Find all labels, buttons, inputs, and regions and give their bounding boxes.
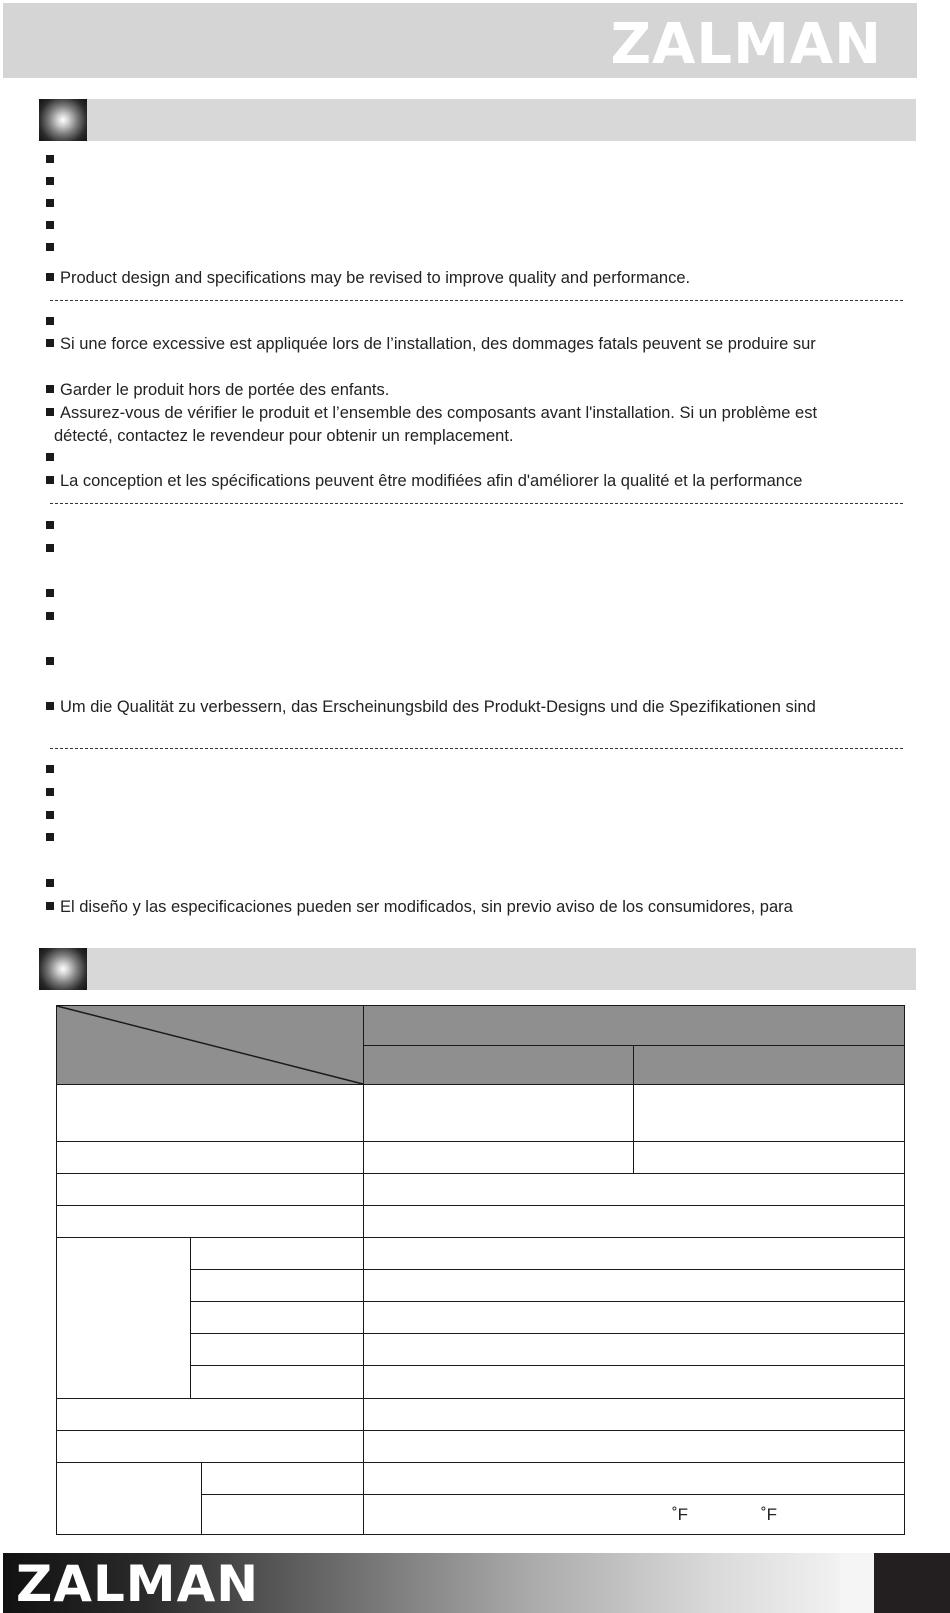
bullet-icon bbox=[46, 811, 54, 819]
table-cell bbox=[363, 1141, 634, 1174]
list-item bbox=[46, 874, 916, 894]
table-sub-label bbox=[190, 1301, 364, 1334]
footer-page-block bbox=[874, 1553, 950, 1613]
table-cell bbox=[363, 1462, 905, 1495]
table-cell bbox=[363, 1084, 634, 1142]
table-cell bbox=[363, 1430, 905, 1463]
bullet-icon bbox=[46, 177, 54, 185]
divider bbox=[50, 748, 903, 749]
table-cell bbox=[363, 1494, 905, 1535]
bullet-icon bbox=[46, 521, 54, 529]
spec-table bbox=[56, 1005, 905, 1535]
table-cell bbox=[363, 1301, 905, 1334]
header-bar bbox=[3, 3, 917, 78]
list-item: Garder le produit hors de portée des enfants. bbox=[46, 380, 916, 400]
table-sub-label bbox=[190, 1365, 364, 1399]
bullet-icon bbox=[46, 702, 54, 710]
section-sphere-icon bbox=[39, 948, 87, 990]
table-cell bbox=[363, 1237, 905, 1270]
bullet-icon bbox=[46, 544, 54, 552]
bullet-icon bbox=[46, 453, 54, 461]
corner-diagonal bbox=[56, 1005, 364, 1085]
footer-logo: ZALMAN bbox=[16, 1555, 260, 1613]
list-item bbox=[46, 783, 916, 803]
list-item: Assurez-vous de vérifier le produit et l’ensemble des composants avant l'installation. Si un problème est bbox=[46, 403, 916, 423]
bullet-icon bbox=[46, 902, 54, 910]
list-item bbox=[46, 238, 916, 258]
table-cell bbox=[363, 1398, 905, 1431]
table-group-label bbox=[56, 1237, 191, 1399]
model-header bbox=[363, 1005, 905, 1046]
table-cell bbox=[363, 1173, 905, 1206]
bullet-icon bbox=[46, 765, 54, 773]
bullet-icon bbox=[46, 317, 54, 325]
list-item-continuation: détecté, contactez le revendeur pour obtenir un remplacement. bbox=[54, 427, 514, 445]
bullet-icon bbox=[46, 612, 54, 620]
table-row-label bbox=[56, 1084, 364, 1142]
list-item: La conception et les spécifications peuvent être modifiées afin d'améliorer la qualité et la performance bbox=[46, 471, 916, 491]
list-item bbox=[46, 760, 916, 780]
bullet-icon bbox=[46, 657, 54, 665]
divider bbox=[50, 300, 903, 301]
divider bbox=[50, 503, 903, 504]
bullet-icon bbox=[46, 221, 54, 229]
table-cell bbox=[363, 1365, 905, 1399]
header-logo: ZALMAN bbox=[610, 12, 882, 77]
table-sub-label bbox=[201, 1462, 364, 1495]
list-item bbox=[46, 312, 916, 332]
bullet-icon bbox=[46, 879, 54, 887]
precautions-section-bar bbox=[39, 99, 916, 141]
table-cell bbox=[363, 1269, 905, 1302]
list-item: Product design and specifications may be revised to improve quality and performance. bbox=[46, 268, 916, 288]
table-row-label bbox=[56, 1430, 364, 1463]
list-item bbox=[46, 607, 916, 627]
model-column-1 bbox=[363, 1045, 634, 1085]
table-sub-label bbox=[190, 1237, 364, 1270]
list-item: El diseño y las especificaciones pueden ser modificados, sin previo aviso de los consumidores, para bbox=[46, 897, 916, 917]
list-item bbox=[46, 539, 916, 559]
bullet-icon bbox=[46, 155, 54, 163]
fahrenheit-unit: ˚F bbox=[672, 1505, 689, 1524]
bullet-icon bbox=[46, 788, 54, 796]
table-cell bbox=[363, 1205, 905, 1238]
table-cell bbox=[363, 1333, 905, 1366]
table-cell bbox=[633, 1141, 905, 1174]
table-row-label bbox=[56, 1398, 364, 1431]
table-sub-label bbox=[190, 1269, 364, 1302]
bullet-icon bbox=[46, 243, 54, 251]
list-item bbox=[46, 806, 916, 826]
specifications-section-bar bbox=[39, 948, 916, 990]
table-sub-label bbox=[201, 1494, 364, 1535]
bullet-icon bbox=[46, 589, 54, 597]
list-item bbox=[46, 216, 916, 236]
list-item bbox=[46, 584, 916, 604]
bullet-icon bbox=[46, 339, 54, 347]
list-item: Um die Qualität zu verbessern, das Erscheinungsbild des Produkt-Designs und die Spezifikationen sind bbox=[46, 697, 916, 717]
table-group-label bbox=[56, 1462, 202, 1535]
bullet-icon bbox=[46, 273, 54, 281]
list-item bbox=[46, 448, 916, 468]
table-row-label bbox=[56, 1173, 364, 1206]
model-column-2 bbox=[633, 1045, 905, 1085]
list-item bbox=[46, 194, 916, 214]
list-item bbox=[46, 828, 916, 848]
bullet-icon bbox=[46, 476, 54, 484]
bullet-icon bbox=[46, 385, 54, 393]
section-sphere-icon bbox=[39, 99, 87, 141]
bullet-icon bbox=[46, 199, 54, 207]
list-item bbox=[46, 150, 916, 170]
bullet-icon bbox=[46, 833, 54, 841]
bullet-icon bbox=[46, 408, 54, 416]
fahrenheit-unit: ˚F bbox=[761, 1505, 778, 1524]
list-item bbox=[46, 172, 916, 192]
list-item: Si une force excessive est appliquée lors de l’installation, des dommages fatals peuvent se produire sur bbox=[46, 334, 916, 354]
list-item bbox=[46, 516, 916, 536]
table-row-label bbox=[56, 1205, 364, 1238]
table-sub-label bbox=[190, 1333, 364, 1366]
table-cell bbox=[633, 1084, 905, 1142]
table-row-label bbox=[56, 1141, 364, 1174]
list-item bbox=[46, 652, 916, 672]
